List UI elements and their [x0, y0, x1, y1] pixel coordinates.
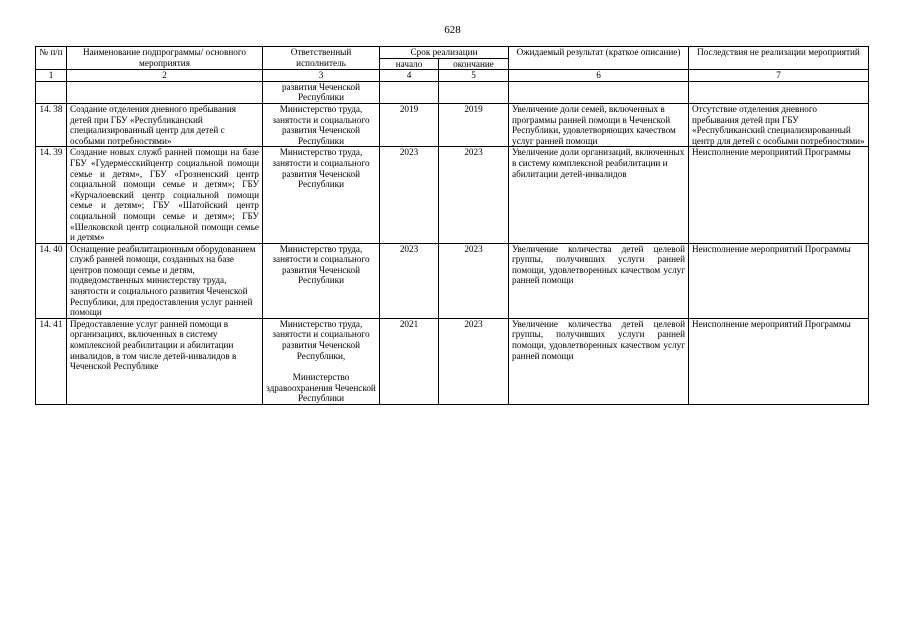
- start-year: 2021: [380, 318, 439, 404]
- header-end: окончание: [439, 58, 509, 70]
- row-num: 14. 38: [36, 103, 67, 146]
- end-year: 2023: [439, 243, 509, 318]
- column-number: 6: [509, 70, 689, 82]
- row-num: 14. 39: [36, 147, 67, 243]
- end-year: 2019: [439, 103, 509, 146]
- executor-cell: Министерство труда, занятости и социального развития Чеченской Республики: [263, 103, 380, 146]
- column-number: 1: [36, 70, 67, 82]
- expected-result: Увеличение количества детей целевой группы, получивших услуги ранней помощи, удовлетворенных качеством услуг ранней помощи: [509, 318, 689, 404]
- header-executor: Ответственный исполнитель: [263, 47, 380, 70]
- row-num: 14. 41: [36, 318, 67, 404]
- column-number: 2: [67, 70, 263, 82]
- executor-secondary: Министерство здравоохранения Чеченской Республики: [266, 372, 376, 404]
- column-number: 3: [263, 70, 380, 82]
- activity-name: Оснащение реабилитационным оборудованием служб ранней помощи, созданных на базе центров помощи семье и детям, подведомственных министерству труда, занятости и социального развития Чеченской Республики, для предоставления услуг ранней помощи: [67, 243, 263, 318]
- table-row: [36, 243, 869, 318]
- program-activities-table: [35, 46, 869, 405]
- start-year: 2023: [380, 147, 439, 243]
- table-row: [36, 147, 869, 243]
- header-period: Срок реализации: [380, 47, 509, 59]
- activity-name: Предоставление услуг ранней помощи в организациях, включенных в систему комплексной реабилитации и абилитации инвалидов, в том числе детей-инвалидов в Чеченской Республике: [67, 318, 263, 404]
- end-year: 2023: [439, 147, 509, 243]
- executor-cell: [263, 318, 380, 404]
- executor-cell: Министерство труда, занятости и социального развития Чеченской Республики: [263, 147, 380, 243]
- table-row-continuation: [36, 81, 869, 103]
- start-year: 2023: [380, 243, 439, 318]
- consequences: Неисполнение мероприятий Программы: [689, 243, 869, 318]
- header-row: [36, 47, 869, 59]
- page-number: 628: [444, 24, 461, 36]
- consequences: Неисполнение мероприятий Программы: [689, 318, 869, 404]
- header-name: Наименование подпрограммы/ основного мероприятия: [67, 47, 263, 70]
- row-num: 14. 40: [36, 243, 67, 318]
- consequences: Неисполнение мероприятий Программы: [689, 147, 869, 243]
- table-row: [36, 318, 869, 404]
- header-consequences: Последствия не реализации мероприятий: [689, 47, 869, 70]
- activity-name: Создание новых служб ранней помощи на базе ГБУ «Гудермесскийцентр социальной помощи семье и детям», ГБУ «Грозненский центр социальной помощи семье и детям»; ГБУ «Курчалоевский центр социальной помощи семье и детям»; ГБУ «Шатойский центр социальной помощи семье и детям»; ГБУ «Шелковской центр социальной помощи семье и детям»: [67, 147, 263, 243]
- column-number: 5: [439, 70, 509, 82]
- column-number: 7: [689, 70, 869, 82]
- column-number: 4: [380, 70, 439, 82]
- expected-result: Увеличение доли семей, включенных в программы ранней помощи в Чеченской Республики, удовлетворяющих качеством услуг ранней помощи: [509, 103, 689, 146]
- column-numbers-row: [36, 70, 869, 82]
- table-row: [36, 103, 869, 146]
- expected-result: Увеличение доли организаций, включенных в систему комплексной реабилитации и абилитации детей-инвалидов: [509, 147, 689, 243]
- header-result: Ожидаемый результат (краткое описание): [509, 47, 689, 70]
- executor-cell: Министерство труда, занятости и социального развития Чеченской Республики: [263, 243, 380, 318]
- activity-name: Создание отделения дневного пребывания детей при ГБУ «Республиканский специализированный центр для детей с особыми потребностями»: [67, 103, 263, 146]
- header-num: № п/п: [36, 47, 67, 70]
- end-year: 2023: [439, 318, 509, 404]
- start-year: 2019: [380, 103, 439, 146]
- consequences: Отсутствие отделения дневного пребывания детей при ГБУ «Республиканский специализированный центр для детей с особыми потребностями»: [689, 103, 869, 146]
- executor-primary: Министерство труда, занятости и социального развития Чеченской Республики,: [272, 318, 370, 361]
- executor-cell: развития Чеченской Республики: [263, 81, 380, 103]
- header-start: начало: [380, 58, 439, 70]
- expected-result: Увеличение количества детей целевой группы, получивших услуги ранней помощи, удовлетворенных качеством услуг ранней помощи: [509, 243, 689, 318]
